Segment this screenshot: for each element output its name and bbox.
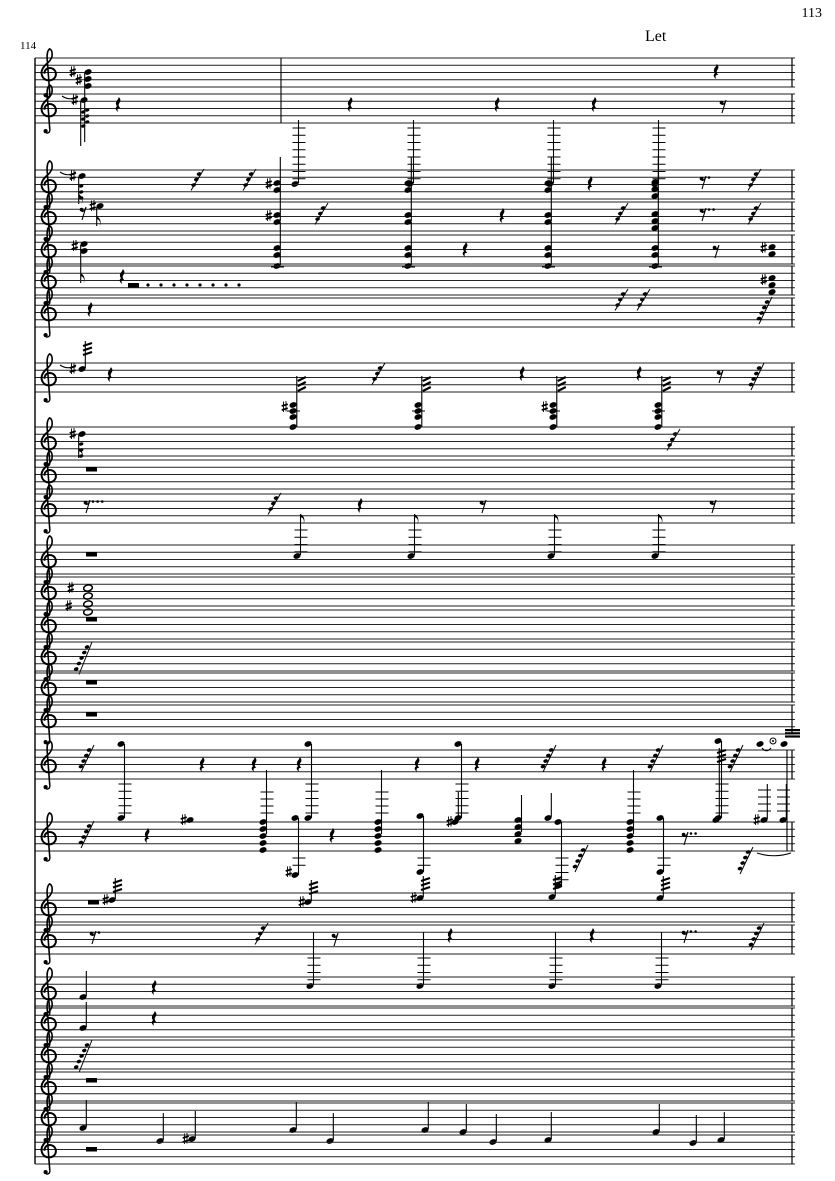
qrest — [152, 1011, 157, 1026]
whole-rest-icon — [86, 1078, 97, 1083]
whole-rest-icon — [86, 617, 97, 622]
treble-clef-icon — [42, 741, 56, 789]
grace — [73, 642, 92, 675]
quarter-rest-icon — [152, 1011, 157, 1026]
eighth-rest-icon — [720, 100, 726, 113]
staff — [35, 188, 795, 241]
grace — [78, 745, 94, 772]
note-chord — [489, 1114, 498, 1146]
grace-run-icon — [748, 203, 761, 225]
staff — [35, 418, 795, 466]
treble-clef-icon — [42, 485, 56, 533]
quarter-rest-icon — [590, 928, 595, 943]
note-chord — [777, 784, 790, 824]
grace — [748, 923, 764, 950]
eighth-rest-icon — [710, 500, 716, 513]
staff — [35, 485, 795, 560]
qrest — [637, 366, 642, 381]
note-chord — [447, 792, 460, 827]
grace-run-icon — [647, 745, 663, 772]
qrest — [88, 302, 93, 317]
treble-clef-icon — [42, 968, 56, 1016]
note-chord — [72, 240, 89, 284]
quarter-rest-icon — [592, 97, 597, 112]
grace — [647, 745, 663, 772]
quarter-rest-icon — [358, 498, 363, 513]
wrest — [86, 712, 97, 717]
erest — [480, 500, 486, 513]
fermpair — [756, 738, 789, 751]
grace — [73, 1040, 92, 1073]
qrest — [152, 980, 157, 995]
grace-run-icon — [615, 203, 628, 225]
grace — [615, 203, 628, 225]
grace-run-icon — [315, 203, 328, 225]
erest — [710, 500, 716, 513]
grace — [191, 169, 204, 191]
whole-rest-icon — [128, 283, 139, 288]
erest — [80, 207, 86, 220]
bigfig — [652, 376, 671, 431]
cluster — [374, 770, 389, 854]
quarter-rest-icon — [448, 928, 453, 943]
eighth-rest-icon — [717, 370, 723, 383]
grace-run-icon — [191, 169, 204, 191]
grace-run-icon — [637, 289, 650, 311]
eighth-rest-icon — [713, 245, 719, 258]
whole-rest-icon — [88, 900, 99, 905]
staff — [35, 257, 795, 311]
bigfig — [412, 376, 431, 431]
note-chord — [544, 157, 553, 194]
wrest — [86, 552, 97, 557]
efig — [547, 514, 562, 560]
quarter-rest-icon — [152, 980, 157, 995]
quarter-rest-icon — [116, 97, 121, 112]
bigfig — [542, 376, 566, 431]
efig — [293, 514, 308, 560]
eighth-rest-icon — [700, 208, 715, 221]
eighth-rest-icon — [84, 500, 104, 513]
erest — [713, 245, 719, 258]
cluster — [259, 770, 274, 854]
qrest — [495, 97, 500, 112]
grace — [727, 745, 743, 772]
quarter-rest-icon — [330, 828, 335, 843]
whole-rest-icon — [86, 712, 97, 717]
grace-run-icon — [748, 363, 764, 390]
treble-clef-icon — [42, 813, 56, 861]
note-chord — [544, 1112, 553, 1144]
note-chord — [717, 1112, 726, 1144]
quarter-rest-icon — [588, 176, 593, 191]
staff — [35, 729, 800, 822]
measure-number: 114 — [20, 40, 37, 52]
treble-clef-icon — [42, 418, 56, 466]
lowfig — [548, 932, 563, 990]
note-chord — [404, 189, 413, 226]
grace-run-icon — [748, 169, 761, 191]
note-chord — [271, 222, 284, 270]
note-chord — [183, 1111, 197, 1144]
bigfig — [282, 376, 306, 431]
qrest — [588, 176, 593, 191]
whole-rest-icon — [86, 552, 97, 557]
wrest — [128, 283, 139, 288]
wrest — [88, 900, 99, 905]
grace-run-icon — [727, 745, 743, 772]
quarter-rest-icon — [520, 366, 525, 381]
grace — [748, 169, 761, 191]
crossfig — [656, 814, 671, 876]
note-chord — [652, 1104, 661, 1136]
eighth-rest-icon — [80, 207, 86, 220]
note-chord — [459, 1104, 468, 1136]
grace — [255, 923, 268, 945]
note-chord — [712, 748, 726, 824]
grace — [372, 363, 385, 385]
lyric-text: Let — [645, 28, 667, 45]
staff — [35, 916, 795, 990]
erest — [717, 370, 723, 383]
quarter-rest-icon — [348, 97, 353, 112]
grace — [637, 289, 650, 311]
grace-run-icon — [615, 289, 628, 311]
staff — [35, 289, 795, 337]
note-chord — [60, 341, 92, 374]
note-chord — [181, 814, 195, 825]
qrest — [358, 498, 363, 513]
staff — [35, 1126, 795, 1174]
quarter-rest-icon — [637, 366, 642, 381]
grace-run-icon — [78, 745, 94, 772]
quarter-rest-icon — [500, 208, 505, 223]
treble-clef-icon — [42, 85, 56, 133]
staff — [35, 1094, 795, 1147]
efig — [407, 514, 422, 560]
treble-clef-icon — [42, 354, 56, 402]
beamblock — [785, 729, 800, 738]
erest — [700, 208, 715, 221]
grace-run-icon — [73, 642, 92, 675]
lowfig — [306, 932, 321, 990]
quarter-rest-icon — [145, 828, 150, 843]
efig — [651, 514, 666, 560]
grace-run-icon — [748, 923, 764, 950]
grace-run-icon — [243, 169, 256, 191]
lowfig — [654, 932, 669, 990]
wrest — [86, 1078, 97, 1083]
qrest — [592, 97, 597, 112]
grace-run-icon — [268, 493, 281, 515]
crossfig — [117, 740, 132, 822]
grace — [315, 203, 328, 225]
note-chord — [542, 222, 555, 270]
note-chord — [266, 157, 282, 194]
note-chord — [544, 189, 553, 226]
erest — [682, 832, 697, 845]
qrest — [448, 928, 453, 943]
qrest — [108, 367, 113, 382]
grace-run-icon — [255, 923, 268, 945]
wrest — [86, 467, 97, 472]
grace — [667, 429, 680, 451]
qrest — [520, 366, 525, 381]
qrest — [348, 97, 353, 112]
grace-run-icon — [667, 429, 680, 451]
wrest — [86, 617, 97, 622]
crossfig — [454, 740, 469, 822]
note-chord — [103, 878, 122, 905]
grace-run-icon — [572, 845, 588, 872]
quarter-rest-icon — [495, 97, 500, 112]
quarter-rest-icon — [120, 269, 125, 284]
note-chord — [79, 971, 88, 1001]
qrest — [330, 828, 335, 843]
tiearc — [757, 853, 791, 856]
note-chord — [70, 428, 87, 459]
eighth-rest-icon — [480, 500, 486, 513]
erest — [90, 931, 101, 944]
grace-run-icon — [73, 1040, 92, 1073]
eighth-rest-icon — [700, 176, 711, 189]
whole-rest-icon — [86, 680, 97, 685]
staff — [35, 451, 795, 499]
note-chord — [544, 793, 553, 822]
crossfig — [286, 814, 306, 879]
quarter-rest-icon — [714, 64, 719, 79]
cluster — [514, 795, 523, 845]
wrest — [86, 1147, 97, 1152]
grace — [243, 169, 256, 191]
quarter-rest-icon — [108, 367, 113, 382]
eighth-rest-icon — [682, 832, 697, 845]
crossfig — [304, 740, 319, 822]
qrest — [590, 928, 595, 943]
note-chord — [266, 189, 282, 226]
staff — [35, 968, 795, 1016]
note-chord — [402, 222, 415, 270]
staff — [35, 568, 795, 616]
qrest — [120, 269, 125, 284]
staff — [35, 633, 795, 681]
note-chord — [404, 157, 413, 194]
erest — [720, 100, 726, 113]
wrest — [86, 680, 97, 685]
note-chord — [411, 876, 430, 903]
erest — [84, 500, 104, 513]
grace — [572, 845, 588, 872]
staff — [35, 1063, 795, 1111]
lowfig — [416, 932, 431, 990]
grace — [748, 203, 761, 225]
staff — [35, 696, 795, 744]
qrest — [500, 208, 505, 223]
treble-clef-icon — [42, 49, 56, 97]
note-chord — [754, 784, 771, 825]
grace — [748, 363, 764, 390]
erest — [700, 176, 711, 189]
note-chord — [656, 876, 670, 902]
note-chord — [761, 274, 777, 296]
note-chord — [79, 1100, 88, 1132]
staff — [35, 85, 795, 188]
eighth-rest-icon — [90, 931, 101, 944]
whole-rest-icon — [86, 467, 97, 472]
qrest — [116, 97, 121, 112]
whole-rest-icon — [86, 1147, 97, 1152]
page-number: 113 — [801, 6, 822, 21]
staff — [35, 875, 795, 932]
cluster — [626, 770, 641, 854]
grace-run-icon — [540, 745, 556, 772]
grace — [615, 289, 628, 311]
qrest — [145, 828, 150, 843]
grace-run-icon — [372, 363, 385, 385]
quarter-rest-icon — [88, 302, 93, 317]
dots — [146, 283, 240, 286]
note-chord — [90, 200, 105, 227]
grace — [540, 745, 556, 772]
qrest — [714, 64, 719, 79]
grace — [268, 493, 281, 515]
